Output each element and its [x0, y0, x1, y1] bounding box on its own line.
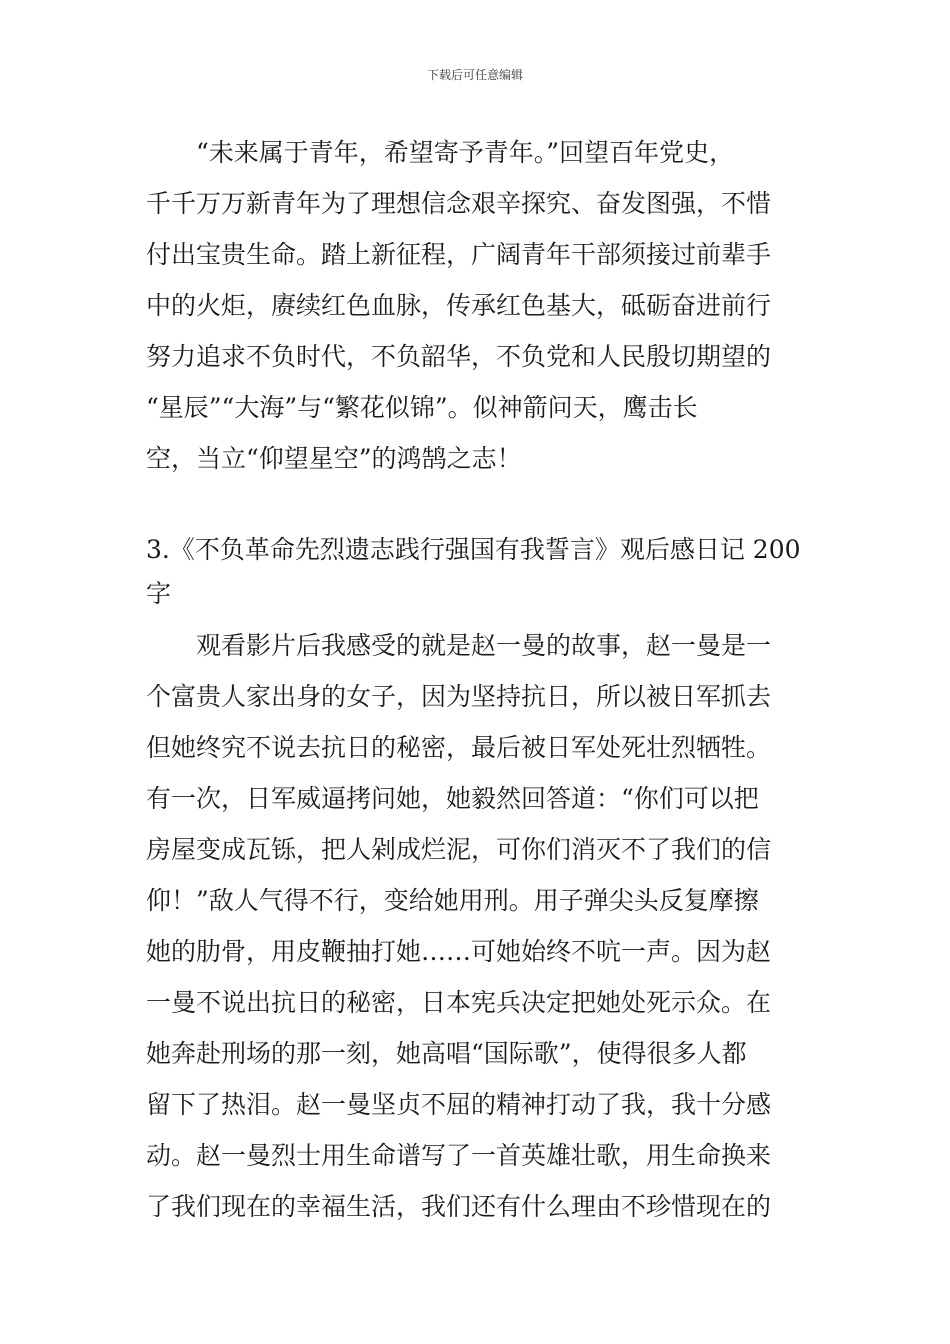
paragraph-line: 留下了热泪。赵一曼坚贞不屈的精神打动了我，我十分感 [146, 1090, 772, 1119]
section-heading [146, 528, 806, 616]
paragraph-line: 她奔赴刑场的那一刻，她高唱“国际歌”，使得很多人都 [146, 1039, 747, 1068]
paragraph-line: 观看影片后我感受的就是赵一曼的故事，赵一曼是一 [196, 631, 772, 660]
paragraph-line: 努力追求不负时代，不负韶华，不负党和人民殷切期望的 [146, 342, 772, 371]
paragraph-essay [146, 620, 806, 1232]
paragraph-line: 她的肋骨，用皮鞭抽打她……可她始终不吭一声。因为赵 [146, 937, 772, 966]
heading-line: 3.《不负革命先烈遗志践行强国有我誓言》观后感日记 200 [146, 535, 801, 564]
page-header: 下载后可任意编辑 [426, 68, 523, 82]
paragraph-line: “星辰”“大海”与“繁花似锦”。似神箭问天，鹰击长 [146, 393, 698, 422]
paragraph-line: 千千万万新青年为了理想信念艰辛探究、奋发图强，不惜 [146, 189, 772, 218]
heading-line: 字 [146, 579, 172, 608]
paragraph-line: 动。赵一曼烈士用生命谱写了一首英雄壮歌，用生命换来 [146, 1141, 772, 1170]
paragraph-line: 房屋变成瓦铄，把人剁成烂泥，可你们消灭不了我们的信 [146, 835, 772, 864]
paragraph-line: 中的火炬，赓续红色血脉，传承红色基大，砥砺奋进前行 [146, 291, 772, 320]
paragraph-line: 了我们现在的幸福生活，我们还有什么理由不珍惜现在的 [146, 1192, 772, 1221]
paragraph-line: 但她终究不说去抗日的秘密，最后被日军处死壮烈牺牲。 [146, 733, 772, 762]
paragraph-line: 付出宝贵生命。踏上新征程，广阔青年干部须接过前辈手 [146, 240, 772, 269]
paragraph-intro [146, 127, 806, 484]
paragraph-line: “未来属于青年，希望寄予青年。”回望百年党史， [196, 138, 735, 167]
paragraph-line: 仰！”敌人气得不行，变给她用刑。用子弹尖头反复摩擦 [146, 886, 759, 915]
paragraph-line: 空，当立“仰望星空”的鸿鹄之志！ [146, 444, 522, 473]
paragraph-line: 有一次，日军威逼拷问她，她毅然回答道：“你们可以把 [146, 784, 759, 813]
paragraph-line: 个富贵人家出身的女子，因为坚持抗日，所以被日军抓去 [146, 682, 772, 711]
paragraph-line: 一曼不说出抗日的秘密，日本宪兵决定把她处死示众。在 [146, 988, 772, 1017]
